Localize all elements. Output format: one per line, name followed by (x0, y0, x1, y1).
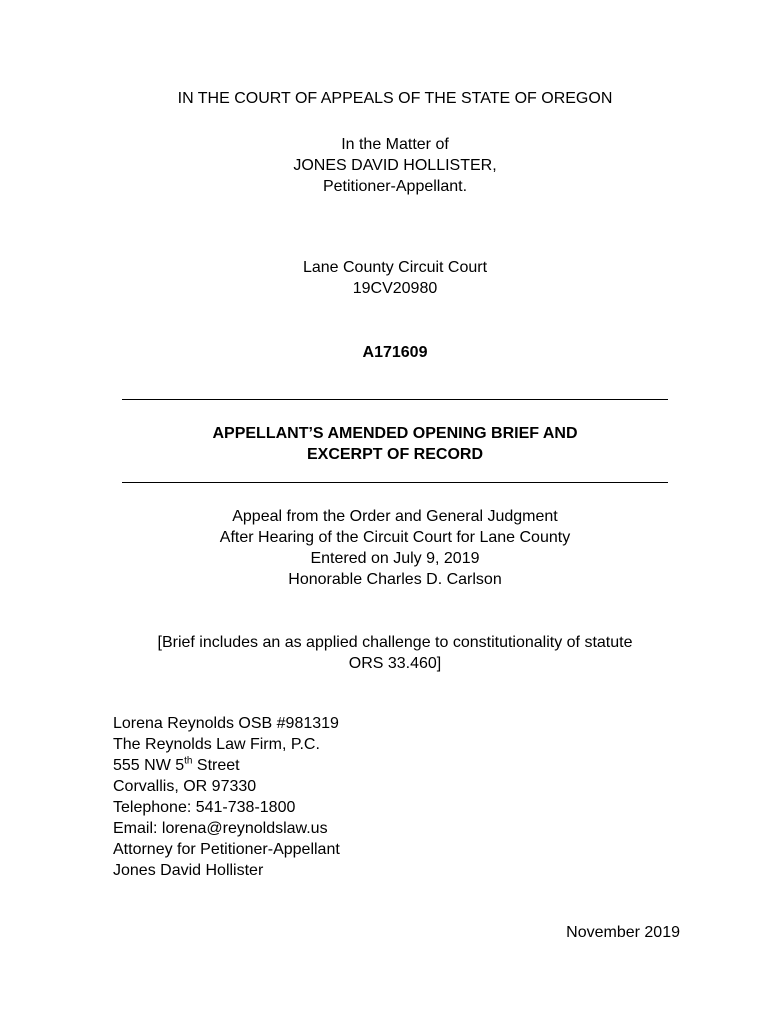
telephone: Telephone: 541-738-1800 (113, 799, 296, 816)
party-name: JONES DAVID HOLLISTER, (293, 157, 497, 174)
bottom-divider (122, 482, 668, 483)
party-role: Petitioner-Appellant. (322, 178, 468, 195)
appeal-info-line-1: Appeal from the Order and General Judgment (232, 508, 558, 525)
email: Email: lorena@reynoldslaw.us (113, 820, 328, 837)
matter-block (0, 134, 770, 197)
note-line-1: [Brief includes an as applied challenge to constitutionality of statute (157, 634, 633, 651)
street-address (113, 755, 340, 776)
appeal-info-block (0, 506, 770, 590)
lower-court-name: Lane County Circuit Court (302, 259, 488, 276)
law-firm: The Reynolds Law Firm, P.C. (113, 736, 320, 753)
lower-court-block (0, 257, 770, 299)
brief-title-line-1: APPELLANT’S AMENDED OPENING BRIEF AND (212, 425, 578, 442)
appeal-info-line-2: After Hearing of the Circuit Court for Lane County (219, 529, 571, 546)
appeal-number: A171609 (362, 344, 428, 361)
note-line-2: ORS 33.460] (348, 655, 442, 672)
brief-title (0, 423, 770, 465)
note-block (0, 632, 770, 674)
court-name: IN THE COURT OF APPEALS OF THE STATE OF OREGON (177, 90, 613, 107)
street-ordinal: th (184, 755, 193, 767)
attorney-role: Attorney for Petitioner-Appellant (113, 841, 340, 858)
street-suffix: Street (192, 757, 240, 774)
appeal-number-block (0, 342, 770, 363)
court-heading (0, 88, 770, 109)
attorney-name: Lorena Reynolds OSB #981319 (113, 715, 339, 732)
filing-date: November 2019 (566, 924, 680, 941)
attorney-block (113, 713, 340, 881)
matter-intro: In the Matter of (341, 136, 449, 153)
date-block (566, 922, 680, 943)
appeal-info-line-3: Entered on July 9, 2019 (310, 550, 480, 567)
appeal-info-line-4: Honorable Charles D. Carlson (288, 571, 502, 588)
street-number: 555 NW 5 (113, 757, 185, 774)
city-state-zip: Corvallis, OR 97330 (113, 778, 257, 795)
client-name: Jones David Hollister (113, 862, 264, 879)
top-divider (122, 399, 668, 400)
brief-title-line-2: EXCERPT OF RECORD (306, 446, 483, 463)
case-number: 19CV20980 (352, 280, 438, 297)
